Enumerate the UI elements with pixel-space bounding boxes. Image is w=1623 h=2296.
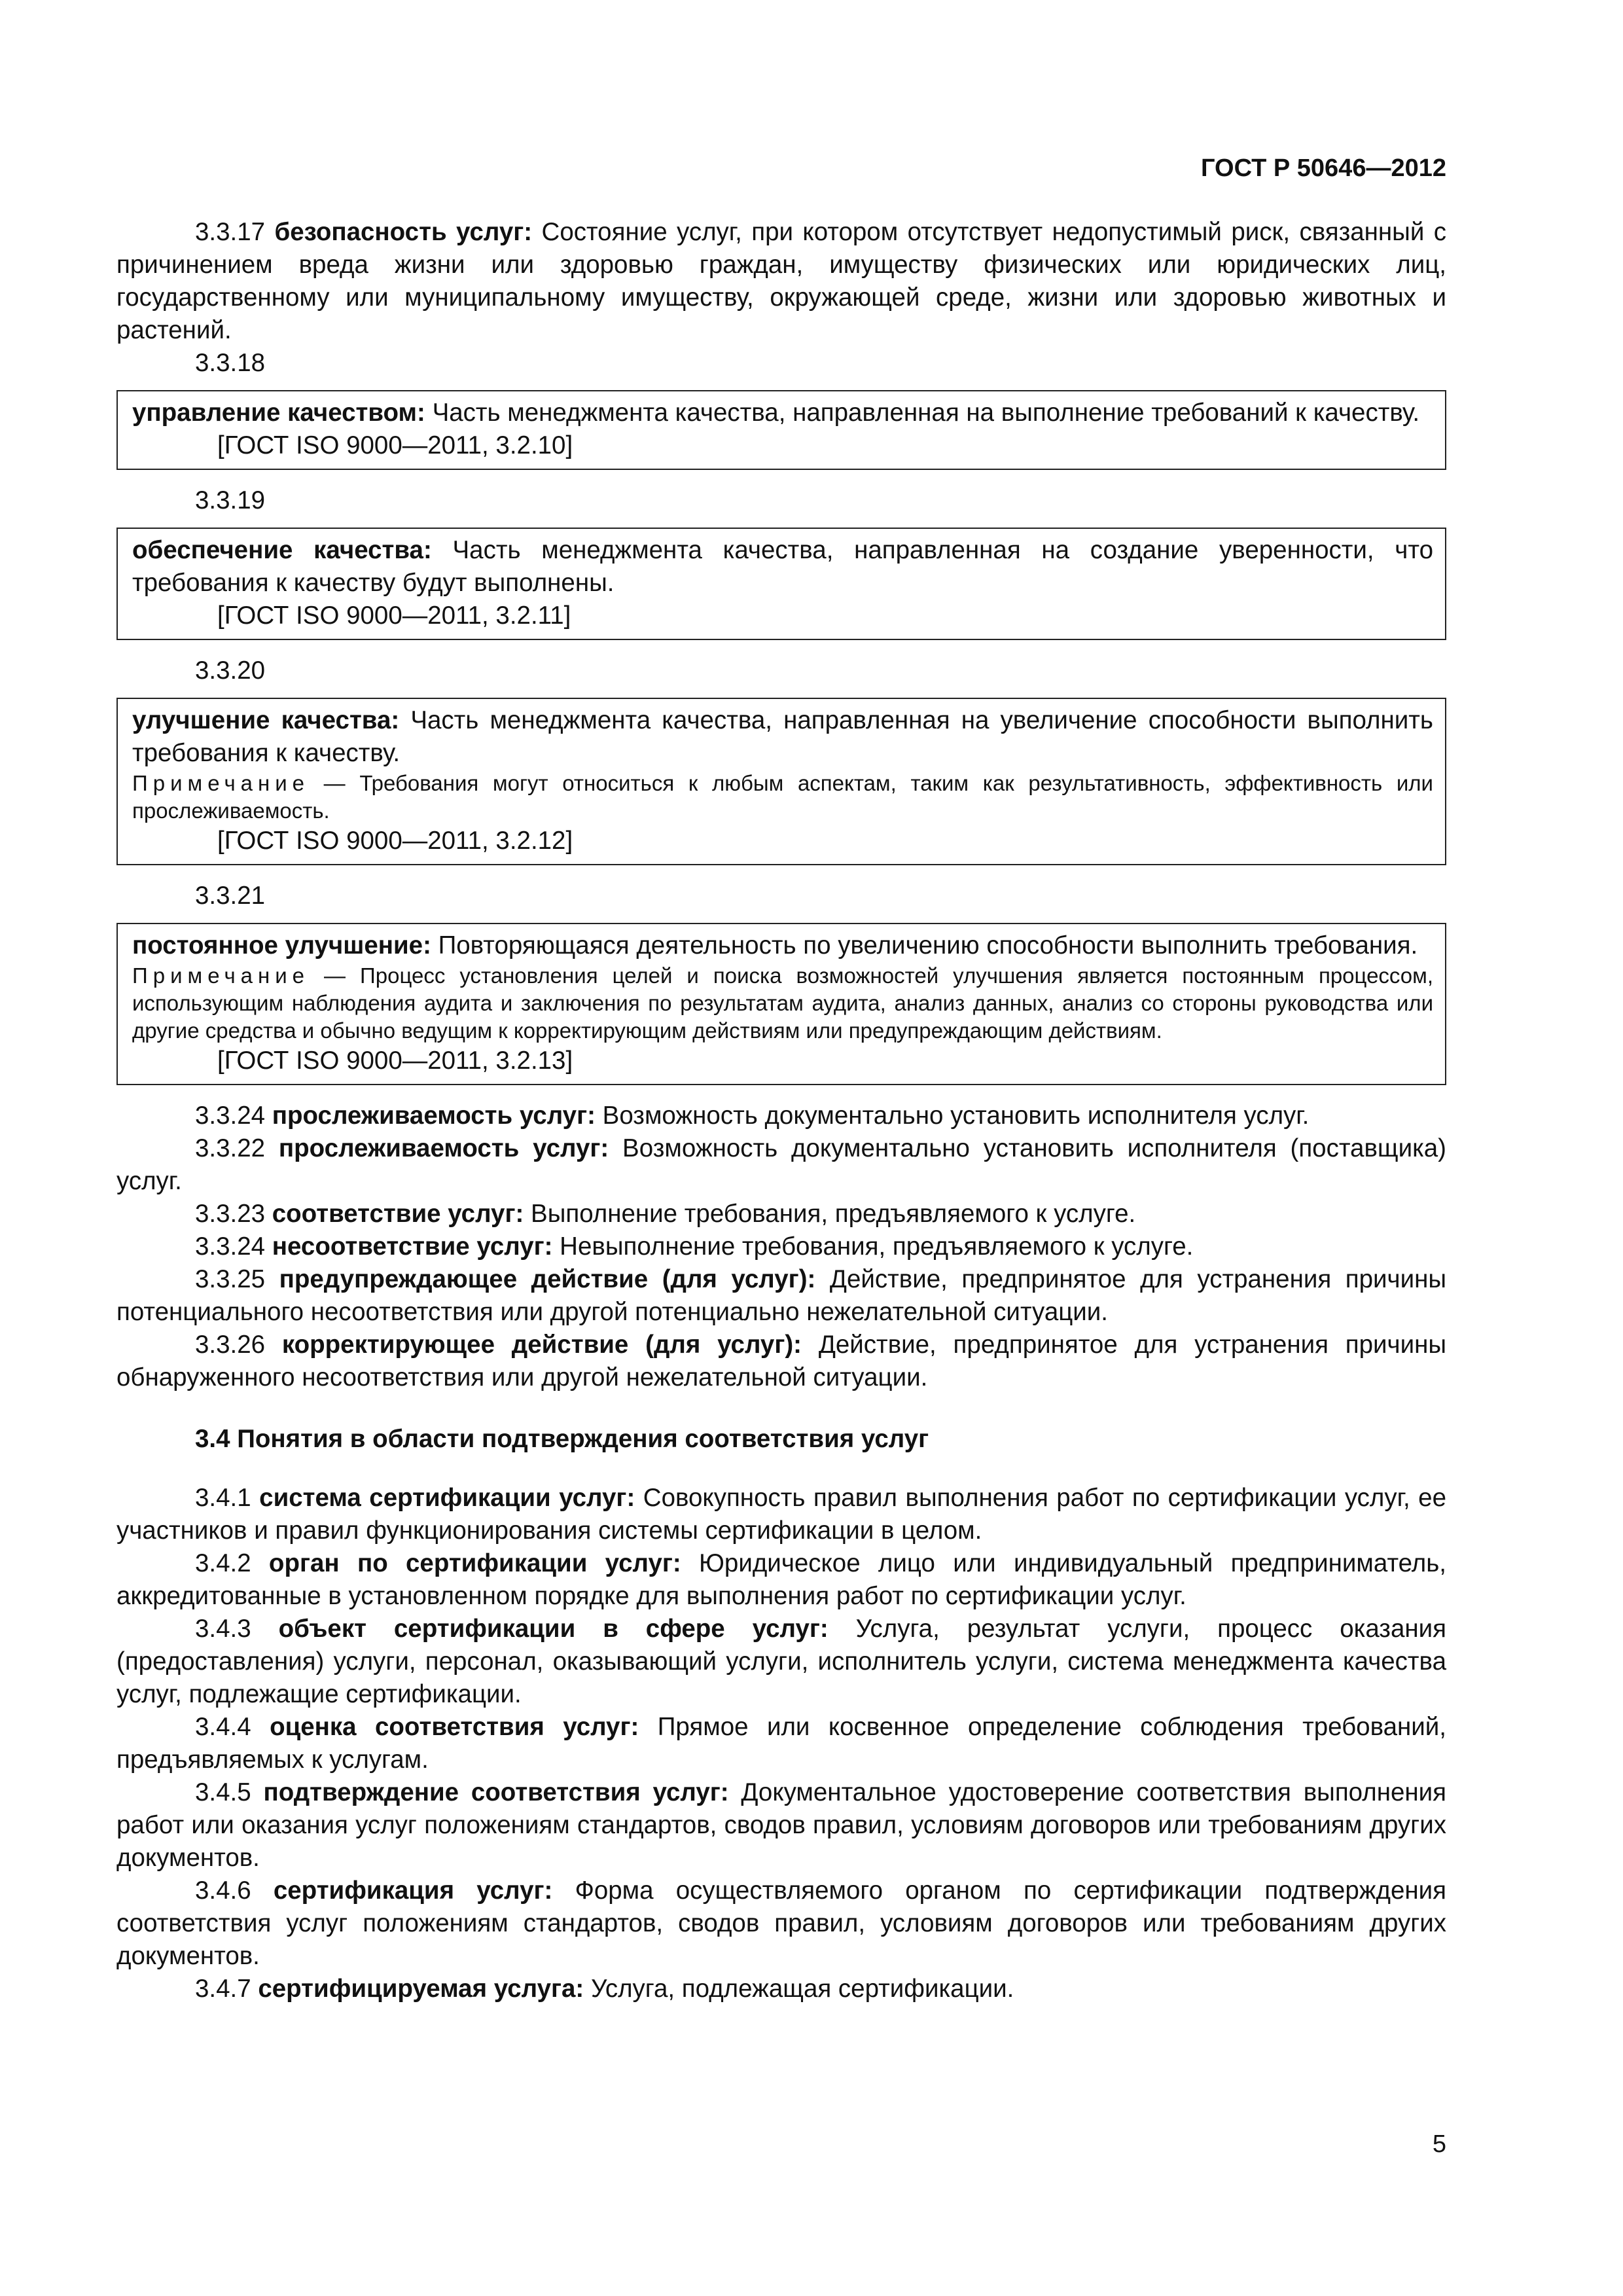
definition-term: подтверждение соответствия услуг: <box>263 1778 729 1806</box>
definition-text: Документальное удостоверение соответствия выполнения работ или оказания услуг положениям стандартов, сводов правил, условиям договоров или требованиям других документов. <box>116 1778 1446 1872</box>
definition-3-4-3 <box>116 1613 1446 1711</box>
definition-number: 3.3.23 <box>195 1200 266 1228</box>
box-number: 3.3.18 <box>195 349 266 377</box>
definition-3-3-24 <box>116 1100 1446 1132</box>
definition-term: сертификация услуг: <box>273 1876 553 1905</box>
box-definition <box>132 534 1433 600</box>
definition-text: Выполнение требования, предъявляемого к услуге. <box>524 1200 1136 1228</box>
definition-number: 3.4.3 <box>195 1615 251 1643</box>
definition-text: Услуга, подлежащая сертификации. <box>584 1975 1014 2003</box>
box-reference: [ГОСТ ISO 9000—2011, 3.2.12] <box>217 827 573 855</box>
definition-term: сертифицируемая услуга: <box>258 1975 584 2003</box>
definition-term: безопасность услуг: <box>274 218 533 246</box>
definition-term: постоянное улучшение: <box>132 931 431 960</box>
definition-term: оценка соответствия услуг: <box>270 1713 639 1741</box>
box-reference: [ГОСТ ISO 9000—2011, 3.2.13] <box>217 1047 573 1075</box>
definition-3-4-2 <box>116 1547 1446 1613</box>
definition-text: Возможность документально установить исполнителя (поставщика) услуг. <box>116 1134 1446 1195</box>
definition-3-3-23 <box>116 1198 1446 1230</box>
box-definition <box>132 929 1433 962</box>
definition-text: Совокупность правил выполнения работ по сертификации услуг, ее участников и правил функционирования системы сертификации в целом. <box>116 1484 1447 1545</box>
definition-term: несоответствие услуг: <box>272 1232 553 1261</box>
definition-box-3-3-19 <box>116 528 1446 640</box>
definition-box-3-3-20 <box>116 698 1446 865</box>
definition-number: 3.4.4 <box>195 1713 251 1741</box>
definition-term: система сертификации услуг: <box>259 1484 635 1512</box>
definition-number: 3.3.22 <box>195 1134 266 1162</box>
note-text: — Процесс установления целей и поиска возможностей улучшения является постоянным процессом, использующим наблюдения аудита и заключения по результатам аудита, анализ данных, анализ со стороны руководства или другие средства и обычно ведущим к корректирующим действиям или предупреждающим действиям. <box>132 963 1433 1043</box>
definition-term: предупреждающее действие (для услуг): <box>279 1265 816 1293</box>
definition-3-4-4 <box>116 1711 1446 1776</box>
definition-term: соответствие услуг: <box>272 1200 524 1228</box>
definition-3-3-25 <box>116 1263 1446 1329</box>
definition-term: обеспечение качества: <box>132 536 432 564</box>
definition-3-3-24b <box>116 1230 1446 1263</box>
definition-text: Услуга, результат услуги, процесс оказания (предоставления) услуги, персонал, оказывающий услуги, исполнитель услуги, система менеджмента качества услуг, подлежащие сертификации. <box>116 1615 1446 1708</box>
definition-number: 3.3.24 <box>195 1102 266 1130</box>
definition-term: прослеживаемость услуг: <box>278 1134 609 1162</box>
definition-text: Возможность документально установить исполнителя услуг. <box>595 1102 1310 1130</box>
definition-number: 3.4.5 <box>195 1778 251 1806</box>
definition-text: Состояние услуг, при котором отсутствует недопустимый риск, связанный с причинением вреда жизни или здоровью граждан, имуществу физических или юридических лиц, государственному или муниципальному имуществу, окружающей среде, жизни или здоровью животных и растений. <box>116 218 1446 344</box>
note-label: Примечание <box>132 963 310 988</box>
definition-number: 3.4.1 <box>195 1484 251 1512</box>
document-header: ГОСТ Р 50646—2012 <box>1201 154 1446 182</box>
definition-3-4-6 <box>116 1874 1446 1973</box>
definition-3-3-26 <box>116 1329 1446 1394</box>
definition-text: Повторяющаяся деятельность по увеличению способности выполнить требования. <box>431 931 1418 960</box>
definition-number: 3.4.6 <box>195 1876 251 1905</box>
definition-term: прослеживаемость услуг: <box>272 1102 596 1130</box>
definition-number: 3.4.2 <box>195 1549 251 1577</box>
box-number: 3.3.19 <box>195 486 266 514</box>
definition-3-4-1 <box>116 1482 1446 1547</box>
box-number: 3.3.21 <box>195 882 266 910</box>
box-definition <box>132 704 1433 770</box>
document-body <box>116 216 1446 2005</box>
box-reference: [ГОСТ ISO 9000—2011, 3.2.11] <box>217 601 571 630</box>
box-number: 3.3.20 <box>195 656 266 685</box>
definition-number: 3.3.25 <box>195 1265 266 1293</box>
definition-text: Часть менеджмента качества, направленная на создание уверенности, что требования к качеству будут выполнены. <box>132 536 1433 597</box>
definition-text: Часть менеджмента качества, направленная на увеличение способности выполнить требования к качеству. <box>132 706 1433 767</box>
definition-number: 3.3.24 <box>195 1232 266 1261</box>
definition-3-4-7 <box>116 1973 1446 2005</box>
page-number: 5 <box>1432 2130 1446 2158</box>
definition-number: 3.3.26 <box>195 1331 266 1359</box>
definition-box-3-3-21 <box>116 923 1446 1085</box>
definition-3-3-22 <box>116 1132 1446 1198</box>
definition-text: Часть менеджмента качества, направленная на выполнение требований к качеству. <box>425 399 1420 427</box>
definition-term: управление качеством: <box>132 399 425 427</box>
box-definition <box>132 397 1433 429</box>
box-reference: [ГОСТ ISO 9000—2011, 3.2.10] <box>217 431 573 459</box>
note-text: — Требования могут относиться к любым аспектам, таким как результативность, эффективность или прослеживаемость. <box>132 771 1433 823</box>
box-note <box>132 962 1433 1045</box>
definition-term: орган по сертификации услуг: <box>268 1549 681 1577</box>
definition-box-3-3-18 <box>116 390 1446 470</box>
section-heading: 3.4 Понятия в области подтверждения соответствия услуг <box>195 1425 929 1453</box>
definition-3-4-5 <box>116 1776 1446 1874</box>
definition-text: Форма осуществляемого органом по сертификации подтверждения соответствия услуг положениям стандартов, сводов правил, условиям договоров или требованиям других документов. <box>116 1876 1446 1970</box>
definition-text: Действие, предпринятое для устранения причины обнаруженного несоответствия или другой нежелательной ситуации. <box>116 1331 1447 1391</box>
definition-text: Юридическое лицо или индивидуальный предприниматель, аккредитованные в установленном порядке для выполнения работ по сертификации услуг. <box>116 1549 1446 1610</box>
note-label: Примечание <box>132 771 310 795</box>
definition-text: Действие, предпринятое для устранения причины потенциального несоответствия или другой потенциально нежелательной ситуации. <box>116 1265 1447 1326</box>
definition-term: объект сертификации в сфере услуг: <box>278 1615 829 1643</box>
definition-number: 3.4.7 <box>195 1975 251 2003</box>
definition-text: Прямое или косвенное определение соблюдения требований, предъявляемых к услугам. <box>116 1713 1446 1774</box>
box-note <box>132 770 1433 825</box>
definition-term: корректирующее действие (для услуг): <box>281 1331 802 1359</box>
definition-text: Невыполнение требования, предъявляемого к услуге. <box>552 1232 1194 1261</box>
definition-3-3-17 <box>116 216 1446 347</box>
definition-number: 3.3.17 <box>195 218 266 246</box>
definition-term: улучшение качества: <box>132 706 400 734</box>
